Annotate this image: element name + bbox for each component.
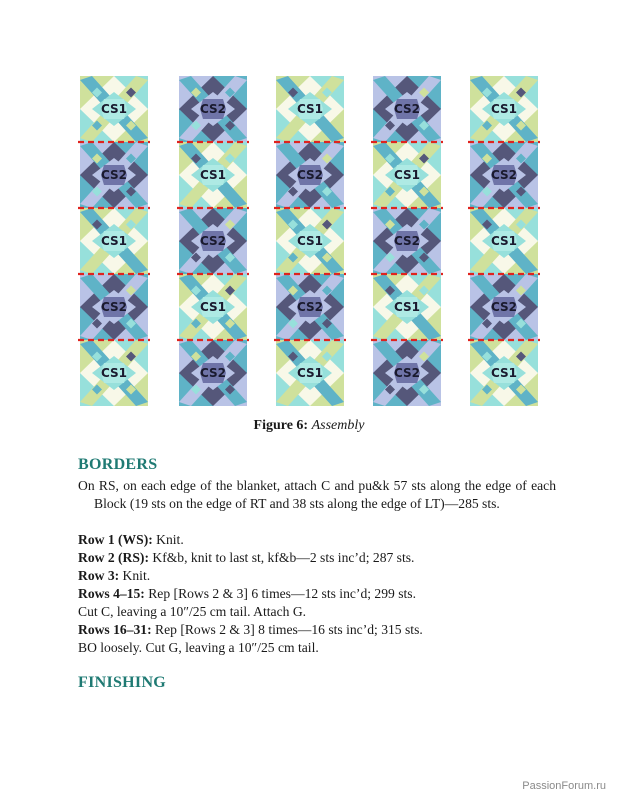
- block-label: CS1: [296, 234, 324, 248]
- strip-column: [274, 76, 346, 406]
- row-text: Kf&b, knit to last st, kf&b—2 sts inc’d; 287 sts.: [148, 550, 415, 565]
- borders-heading: BORDERS: [78, 456, 158, 473]
- row-text: Knit.: [119, 568, 151, 583]
- instruction-row-6: [78, 621, 423, 639]
- block-label: CS1: [199, 300, 227, 314]
- strip-column: [371, 76, 443, 406]
- row-text: Rep [Rows 2 & 3] 6 times—12 sts inc’d; 299 sts.: [144, 586, 416, 601]
- block-label: CS2: [490, 300, 518, 314]
- block-label: CS2: [393, 102, 421, 116]
- block-label: CS2: [100, 168, 128, 182]
- figure-caption: [0, 418, 618, 434]
- row-text: BO loosely. Cut G, leaving a 10″/25 cm tail.: [78, 640, 319, 655]
- instruction-row-4: [78, 585, 416, 603]
- instruction-row-1: [78, 531, 184, 549]
- row-label: Row 2 (RS):: [78, 550, 149, 565]
- block-label: CS1: [490, 102, 518, 116]
- instruction-row-3: [78, 567, 150, 585]
- block-label: CS1: [199, 168, 227, 182]
- block-label: CS2: [296, 168, 324, 182]
- block-label: CS2: [490, 168, 518, 182]
- block-label: CS1: [296, 102, 324, 116]
- block-label: CS2: [199, 366, 227, 380]
- instruction-row-7: [78, 639, 319, 657]
- block-label: CS1: [296, 366, 324, 380]
- strip-column: [78, 76, 150, 406]
- row-label: Row 1 (WS):: [78, 532, 153, 547]
- finishing-heading: FINISHING: [78, 674, 167, 691]
- strip-column: [468, 76, 540, 406]
- block-label: CS2: [296, 300, 324, 314]
- block-label: CS2: [199, 102, 227, 116]
- row-label: Rows 4–15:: [78, 586, 145, 601]
- row-text: Cut C, leaving a 10″/25 cm tail. Attach G.: [78, 604, 307, 619]
- watermark: PassionForum.ru: [522, 780, 606, 792]
- row-label: Row 3:: [78, 568, 120, 583]
- block-label: CS1: [100, 366, 128, 380]
- block-label: CS1: [100, 234, 128, 248]
- block-label: CS2: [393, 234, 421, 248]
- row-label: Rows 16–31:: [78, 622, 152, 637]
- row-text: Knit.: [152, 532, 184, 547]
- instruction-row-2: [78, 549, 414, 567]
- block-label: CS1: [490, 234, 518, 248]
- block-label: CS1: [393, 300, 421, 314]
- borders-intro: On RS, on each edge of the blanket, attach C and pu&k 57 sts along the edge of each Block (19 sts on the edge of RT and 38 sts along the edge of LT)—285 sts.: [78, 478, 556, 511]
- block-label: CS1: [100, 102, 128, 116]
- instruction-row-5: [78, 603, 306, 621]
- caption-label: Figure 6:: [253, 418, 309, 433]
- block-label: CS2: [393, 366, 421, 380]
- caption-text: Assembly: [311, 418, 365, 433]
- block-label: CS2: [199, 234, 227, 248]
- block-label: CS2: [100, 300, 128, 314]
- block-label: CS1: [490, 366, 518, 380]
- strip-column: [177, 76, 249, 406]
- row-text: Rep [Rows 2 & 3] 8 times—16 sts inc’d; 315 sts.: [151, 622, 423, 637]
- block-label: CS1: [393, 168, 421, 182]
